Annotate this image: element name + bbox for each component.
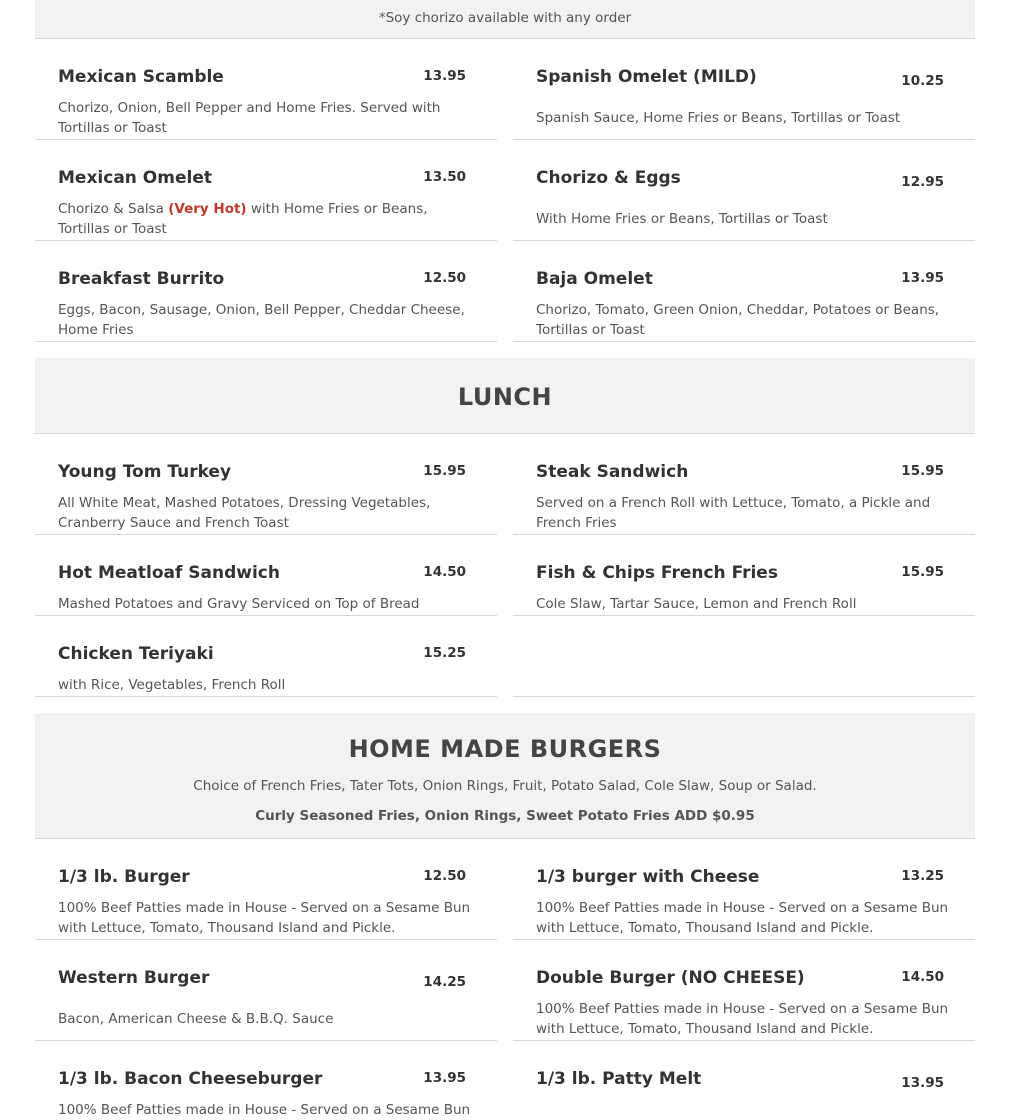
item-description: Spanish Sauce, Home Fries or Beans, Tortillas or Toast bbox=[536, 110, 901, 126]
item-price: 13.95 bbox=[901, 1075, 944, 1091]
menu-item-fish-chips bbox=[513, 535, 975, 616]
item-price: 15.25 bbox=[423, 645, 466, 661]
menu-item-patty-melt bbox=[513, 1041, 975, 1108]
item-price: 15.95 bbox=[901, 463, 944, 479]
item-description: 100% Beef Patties made in House - Served on a Sesame Bun with Lettuce, Tomato, Thousand Island and Pickle. bbox=[58, 900, 471, 936]
menu-item-young-tom-turkey bbox=[35, 434, 497, 535]
item-price: 13.95 bbox=[901, 270, 944, 286]
item-description: 100% Beef Patties made in House - Served on a Sesame Bun with Lettuce, Tomato, Thousand Island and Pickle. bbox=[536, 1001, 949, 1037]
section-title: LUNCH bbox=[457, 383, 553, 411]
lunch-section-header bbox=[35, 358, 975, 434]
menu-item-mexican-scamble bbox=[35, 39, 497, 140]
item-price: 12.95 bbox=[901, 174, 944, 190]
item-description bbox=[58, 199, 474, 239]
menu-item-third-lb-burger bbox=[35, 839, 497, 940]
item-name: Spanish Omelet (MILD) bbox=[536, 67, 757, 87]
menu-item-western-burger bbox=[35, 940, 497, 1041]
item-description: Chorizo, Tomato, Green Onion, Cheddar, Potatoes or Beans, Tortillas or Toast bbox=[536, 302, 940, 338]
item-name: Mexican Scamble bbox=[58, 67, 224, 87]
burgers-section-header bbox=[35, 713, 975, 839]
item-description: Cole Slaw, Tartar Sauce, Lemon and French Roll bbox=[536, 596, 857, 612]
item-price: 15.95 bbox=[901, 564, 944, 580]
item-name: 1/3 lb. Bacon Cheeseburger bbox=[58, 1069, 323, 1089]
section-title: HOME MADE BURGERS bbox=[348, 735, 662, 763]
item-price: 13.25 bbox=[901, 868, 944, 884]
menu-item-chicken-teriyaki bbox=[35, 616, 497, 697]
item-name: Young Tom Turkey bbox=[58, 462, 232, 482]
menu-item-baja-omelet bbox=[513, 241, 975, 342]
item-name: Chorizo & Eggs bbox=[536, 168, 681, 188]
menu-item-burger-with-cheese bbox=[513, 839, 975, 940]
item-description: Mashed Potatoes and Gravy Serviced on Top of Bread bbox=[58, 596, 420, 612]
very-hot-label: (Very Hot) bbox=[168, 201, 247, 217]
item-description: All White Meat, Mashed Potatoes, Dressing Vegetables, Cranberry Sauce and French Toast bbox=[58, 495, 431, 531]
item-price: 13.95 bbox=[423, 68, 466, 84]
item-name: 1/3 lb. Burger bbox=[58, 867, 190, 887]
item-description: Eggs, Bacon, Sausage, Onion, Bell Pepper, Cheddar Cheese, Home Fries bbox=[58, 302, 465, 338]
soy-note: *Soy chorizo available with any order bbox=[378, 10, 632, 26]
item-description: with Rice, Vegetables, French Roll bbox=[58, 677, 286, 693]
item-price: 13.50 bbox=[423, 169, 466, 185]
item-name: Fish & Chips French Fries bbox=[536, 563, 778, 583]
menu-item-mexican-omelet bbox=[35, 140, 497, 241]
item-name: Hot Meatloaf Sandwich bbox=[58, 563, 280, 583]
menu-item-double-burger bbox=[513, 940, 975, 1041]
desc-text: Chorizo & Salsa bbox=[58, 201, 169, 217]
item-description: 100% Beef Patties made in House - Served on a Sesame Bun with Lettuce, Tomato, Thousand Island and Pickle. bbox=[536, 900, 949, 936]
item-name: Chicken Teriyaki bbox=[58, 644, 214, 664]
item-name: Mexican Omelet bbox=[58, 168, 212, 188]
item-name: Baja Omelet bbox=[536, 269, 653, 289]
menu-item-empty bbox=[513, 616, 975, 697]
soy-note-band bbox=[35, 0, 975, 39]
item-name: Double Burger (NO CHEESE) bbox=[536, 968, 805, 988]
item-name: Western Burger bbox=[58, 968, 210, 988]
item-price: 14.50 bbox=[901, 969, 944, 985]
desc-text: with Home Fries or Beans, Tortillas or Toast bbox=[58, 201, 428, 237]
item-price: 12.50 bbox=[423, 270, 466, 286]
item-price: 14.25 bbox=[423, 974, 466, 990]
menu-item-chorizo-eggs bbox=[513, 140, 975, 241]
item-description: Chorizo, Onion, Bell Pepper and Home Fries. Served with Tortillas or Toast bbox=[58, 100, 441, 136]
item-description: Bacon, American Cheese & B.B.Q. Sauce bbox=[58, 1011, 334, 1027]
section-subtitle: Choice of French Fries, Tater Tots, Onion Rings, Fruit, Potato Salad, Cole Slaw, Soup or Salad. bbox=[193, 778, 817, 794]
menu-item-spanish-omelet bbox=[513, 39, 975, 140]
item-description: Served on a French Roll with Lettuce, Tomato, a Pickle and French Fries bbox=[536, 495, 931, 531]
item-description: 100% Beef Patties made in House - Served on a Sesame Bun bbox=[58, 1102, 471, 1118]
section-addon-note: Curly Seasoned Fries, Onion Rings, Sweet Potato Fries ADD $0.95 bbox=[255, 808, 755, 824]
item-name: Steak Sandwich bbox=[536, 462, 689, 482]
menu-item-steak-sandwich bbox=[513, 434, 975, 535]
menu-item-bacon-cheeseburger bbox=[35, 1041, 497, 1118]
item-price: 10.25 bbox=[901, 73, 944, 89]
item-price: 13.95 bbox=[423, 1070, 466, 1086]
item-price: 15.95 bbox=[423, 463, 466, 479]
item-description: With Home Fries or Beans, Tortillas or Toast bbox=[536, 211, 828, 227]
item-name: 1/3 lb. Patty Melt bbox=[536, 1069, 702, 1089]
item-price: 12.50 bbox=[423, 868, 466, 884]
item-name: 1/3 burger with Cheese bbox=[536, 867, 760, 887]
item-name: Breakfast Burrito bbox=[58, 269, 225, 289]
item-price: 14.50 bbox=[423, 564, 466, 580]
menu-item-hot-meatloaf-sandwich bbox=[35, 535, 497, 616]
menu-item-breakfast-burrito bbox=[35, 241, 497, 342]
